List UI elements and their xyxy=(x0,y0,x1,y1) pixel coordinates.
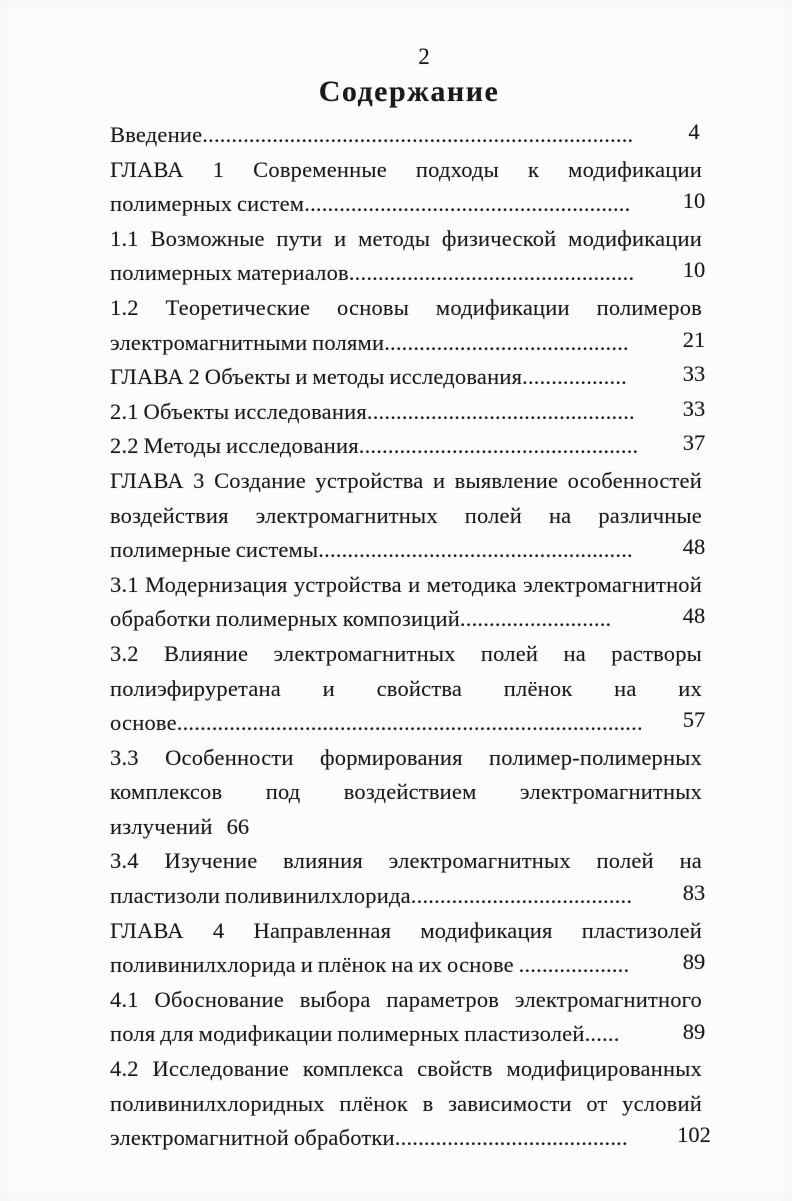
toc-entry-page-number: 33 xyxy=(682,361,706,387)
toc-entry-page-number: 57 xyxy=(682,707,706,733)
toc-entry-page-number: 48 xyxy=(682,534,706,560)
toc-entry-text: 2.1 Объекты исследования.............................................. xyxy=(110,398,635,424)
toc-entry-text: Введение.......................................................................... xyxy=(110,122,634,147)
toc-entry xyxy=(110,637,706,741)
toc-entry-text: ГЛАВА 3 Создание устройства и выявление особенностей воздействия электромагнитных полей на различные полимерные системы...................................................... xyxy=(110,467,702,563)
toc-entry-text: 3.4 Изучение влияния электромагнитных полей на пластизоли поливинилхлорида...................................... xyxy=(110,848,702,909)
toc-entry-text: ГЛАВА 2 Объекты и методы исследования.................. xyxy=(110,364,627,390)
toc-entry xyxy=(110,568,706,637)
toc-entry xyxy=(110,464,706,568)
toc-entry xyxy=(110,1052,711,1156)
toc-entry-text: ГЛАВА 4 Направленная модификация пластизолей поливинилхлорида и плёнок на их основе ................... xyxy=(110,917,702,978)
toc-entry-page-number: 83 xyxy=(682,880,706,906)
toc-entry-page-number: 10 xyxy=(682,257,706,283)
toc-list xyxy=(110,118,711,1156)
toc-entry-text: 4.1 Обоснование выбора параметров электромагнитного поля для модификации полимерных пластизолей...... xyxy=(110,986,702,1047)
toc-entry-page-number: 21 xyxy=(682,326,706,352)
toc-entry-text: 3.3 Особенности формирования полимер-полимерных комплексов под воздействием электромагнитных излучений xyxy=(110,744,702,839)
toc-entry xyxy=(110,741,702,845)
toc-entry xyxy=(110,291,706,360)
toc-entry-page-number: 33 xyxy=(682,395,706,421)
toc-entry-page-number: 4 xyxy=(688,119,700,145)
toc-entry-text: 1.1 Возможные пути и методы физической модификации полимерных материалов................................................. xyxy=(110,225,702,286)
toc-entry xyxy=(110,118,702,153)
toc-entry xyxy=(110,395,706,430)
page-number: 2 xyxy=(418,44,430,69)
toc-entry-text: 4.2 Исследование комплекса свойств модифицированных поливинилхлоридных плёнок в зависимости от условий электромагнитной обработки........................................ xyxy=(110,1056,702,1151)
toc-entry-page-number: 89 xyxy=(682,949,706,975)
toc-entry xyxy=(110,153,706,222)
toc-entry xyxy=(110,844,706,913)
toc-entry xyxy=(110,914,706,983)
toc-entry-text: 1.2 Теоретические основы модификации полимеров электромагнитными полями.......................................... xyxy=(110,294,702,355)
toc-entry xyxy=(110,429,706,464)
page-title: Содержание xyxy=(318,75,500,108)
toc-entry-text: 3.1 Модернизация устройства и методика электромагнитной обработки полимерных композиций.......................... xyxy=(110,571,702,632)
toc-entry-page-number: 48 xyxy=(682,603,706,629)
toc-entry xyxy=(110,983,706,1052)
toc-entry-page-number: 10 xyxy=(682,188,706,214)
toc-entry-text: ГЛАВА 1 Современные подходы к модификации полимерных систем........................................................ xyxy=(110,156,702,217)
toc-entry-page-number: 102 xyxy=(677,1122,711,1148)
toc-entry-page-number: 66 xyxy=(226,813,250,839)
toc-entry-page-number: 37 xyxy=(682,430,706,456)
toc-entry xyxy=(110,360,706,395)
toc-entry-text: 3.2 Влияние электромагнитных полей на растворы полиэфируретана и свойства плёнок на их основе................................................................................ xyxy=(110,640,702,736)
toc-entry-text: 2.2 Методы исследования................................................ xyxy=(110,433,639,459)
toc-entry-page-number: 89 xyxy=(682,1018,706,1044)
toc-entry xyxy=(110,222,706,291)
